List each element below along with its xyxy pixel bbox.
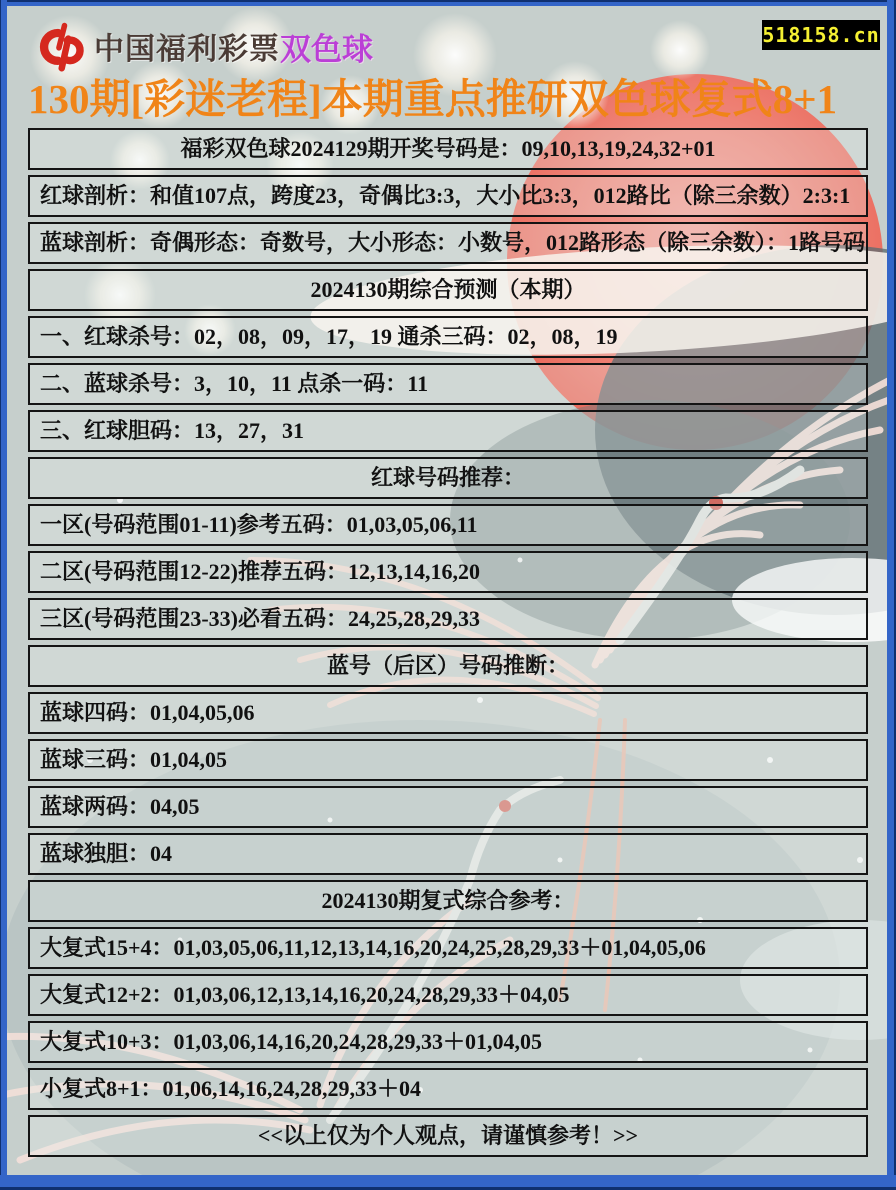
table-row: <<以上仅为个人观点，请谨慎参考！>> [28,1115,868,1157]
table-row: 二、蓝球杀号：3，10，11 点杀一码：11 [28,363,868,405]
table-row: 2024130期复式综合参考： [28,880,868,922]
site-url-badge: 518158.cn [762,20,880,50]
table-row: 一、红球杀号：02，08，09，17，19 通杀三码：02，08，19 [28,316,868,358]
table-row: 蓝球两码：04,05 [28,786,868,828]
table-row: 福彩双色球2024129期开奖号码是：09,10,13,19,24,32+01 [28,128,868,170]
table-row: 蓝球独胆：04 [28,833,868,875]
table-row: 蓝球剖析：奇偶形态：奇数号，大小形态：小数号，012路形态（除三余数）：1路号码 [28,222,868,264]
table-row: 红球剖析：和值107点，跨度23，奇偶比3:3，大小比3:3，012路比（除三余数）2:3:1 [28,175,868,217]
china-welfare-lottery-logo [30,20,86,72]
table-row: 蓝球三码：01,04,05 [28,739,868,781]
brand-game-name: 双色球 [280,31,373,67]
table-row: 大复式10+3：01,03,06,14,16,20,24,28,29,33＋01,04,05 [28,1021,868,1063]
table-row: 大复式15+4：01,03,05,06,11,12,13,14,16,20,24,25,28,29,33＋01,04,05,06 [28,927,868,969]
table-row: 蓝号（后区）号码推断： [28,645,868,687]
table-row: 二区(号码范围12-22)推荐五码：12,13,14,16,20 [28,551,868,593]
table-row: 三、红球胆码：13，27，31 [28,410,868,452]
table-row: 红球号码推荐： [28,457,868,499]
table-row: 三区(号码范围23-33)必看五码：24,25,28,29,33 [28,598,868,640]
table-row: 小复式8+1：01,06,14,16,24,28,29,33＋04 [28,1068,868,1110]
table-row: 一区(号码范围01-11)参考五码：01,03,05,06,11 [28,504,868,546]
table-row: 2024130期综合预测（本期） [28,269,868,311]
page-title: 130期[彩迷老程]本期重点推研双色球复式8+1 [28,76,838,122]
table-row: 蓝球四码：01,04,05,06 [28,692,868,734]
brand-name: 中国福利彩票 [94,33,280,66]
prediction-table [28,128,868,1162]
table-row: 大复式12+2：01,03,06,12,13,14,16,20,24,28,29,33＋04,05 [28,974,868,1016]
